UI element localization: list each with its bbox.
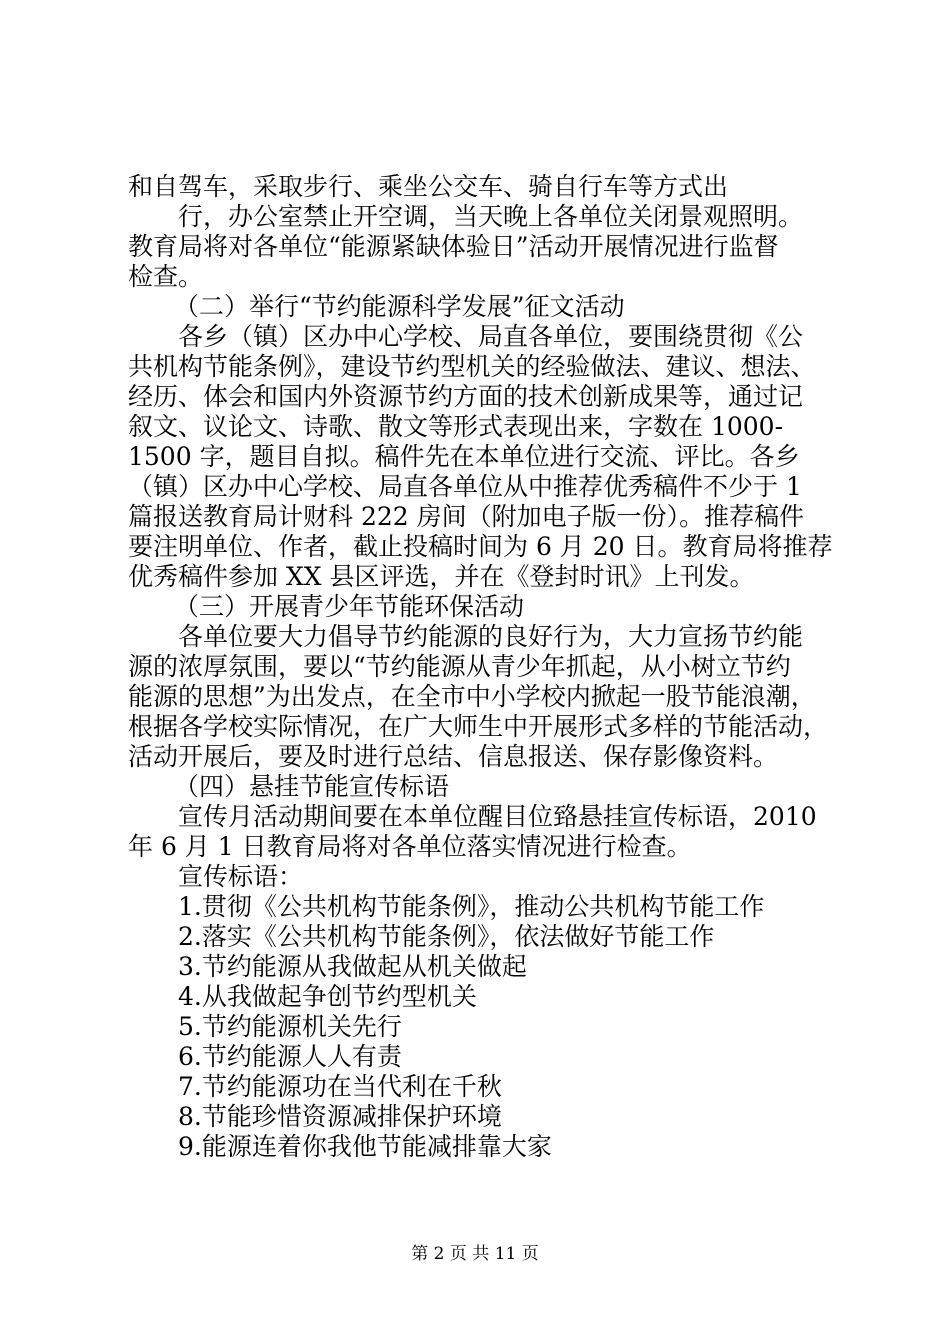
paragraph-line: 能源的思想”为出发点，在全市中小学校内掀起一股节能浪潮， (128, 682, 816, 711)
document-body (128, 172, 844, 1162)
paragraph-line: 活动开展后，要及时进行总结、信息报送、保存影像资料。 (128, 742, 779, 771)
slogan-item: 7.节约能源功在当代利在千秋 (178, 1072, 502, 1101)
paragraph-line: 各乡（镇）区办中心学校、局直各单位，要围绕贯彻《公 (178, 322, 804, 351)
paragraph-line: 宣传月活动期间要在本单位醒目位臵悬挂宣传标语，2010 (178, 802, 817, 831)
slogan-item: 9.能源连着你我他节能减排靠大家 (178, 1132, 552, 1161)
paragraph-line: 篇报送教育局计财科 222 房间（附加电子版一份）。推荐稿件 (128, 502, 805, 531)
slogan-heading: 宣传标语： (178, 862, 304, 891)
paragraph-line: 行，办公室禁止开空调，当天晚上各单位关闭景观照明。 (178, 202, 804, 231)
slogan-item: 5.节约能源机关先行 (178, 1012, 402, 1041)
section-heading: （三）开展青少年节能环保活动 (174, 592, 525, 621)
slogan-item: 4.从我做起争创节约型机关 (178, 982, 477, 1011)
paragraph-line: 要注明单位、作者，截止投稿时间为 6 月 20 日。教育局将推荐 (128, 532, 833, 561)
paragraph-line: 优秀稿件参加 XX 县区评选，并在《登封时讯》上刊发。 (128, 562, 755, 591)
paragraph-line: 各单位要大力倡导节约能源的良好行为，大力宣扬节约能 (178, 622, 804, 651)
paragraph-line: 教育局将对各单位“能源紧缺体验日”活动开展情况进行监督 (128, 232, 779, 261)
section-heading: （二）举行“节约能源科学发展”征文活动 (174, 292, 625, 321)
paragraph-line: 叙文、议论文、诗歌、散文等形式表现出来，字数在 1000- (128, 412, 784, 441)
paragraph-line: 源的浓厚氛围，要以“节约能源从青少年抓起，从小树立节约 (128, 652, 791, 681)
paragraph-line: 共机构节能条例》，建设节约型机关的经验做法、建议、想法、 (128, 352, 816, 381)
slogan-item: 6.节约能源人人有责 (178, 1042, 402, 1071)
paragraph-line: （镇）区办中心学校、局直各单位从中推荐优秀稿件不少于 1 (128, 472, 802, 501)
section-heading: （四）悬挂节能宣传标语 (174, 772, 450, 801)
paragraph-line: 年 6 月 1 日教育局将对各单位落实情况进行检查。 (128, 832, 692, 861)
slogan-item: 1.贯彻《公共机构节能条例》，推动公共机构节能工作 (178, 892, 765, 921)
paragraph-line: 根据各学校实际情况，在广大师生中开展形式多样的节能活动， (128, 712, 829, 741)
paragraph-line: 检查。 (128, 262, 204, 291)
slogan-item: 8.节能珍惜资源减排保护环境 (178, 1102, 502, 1131)
slogan-item: 3.节约能源从我做起从机关做起 (178, 952, 527, 981)
paragraph-line: 1500 字，题目自拟。稿件先在本单位进行交流、评比。各乡 (128, 442, 800, 471)
slogan-item: 2.落实《公共机构节能条例》，依法做好节能工作 (178, 922, 715, 951)
paragraph-line: 经历、体会和国内外资源节约方面的技术创新成果等，通过记 (128, 382, 804, 411)
page-footer: 第 2 页 共 11 页 (411, 1244, 539, 1264)
paragraph-line: 和自驾车，采取步行、乘坐公交车、骑自行车等方式出 (128, 172, 729, 201)
